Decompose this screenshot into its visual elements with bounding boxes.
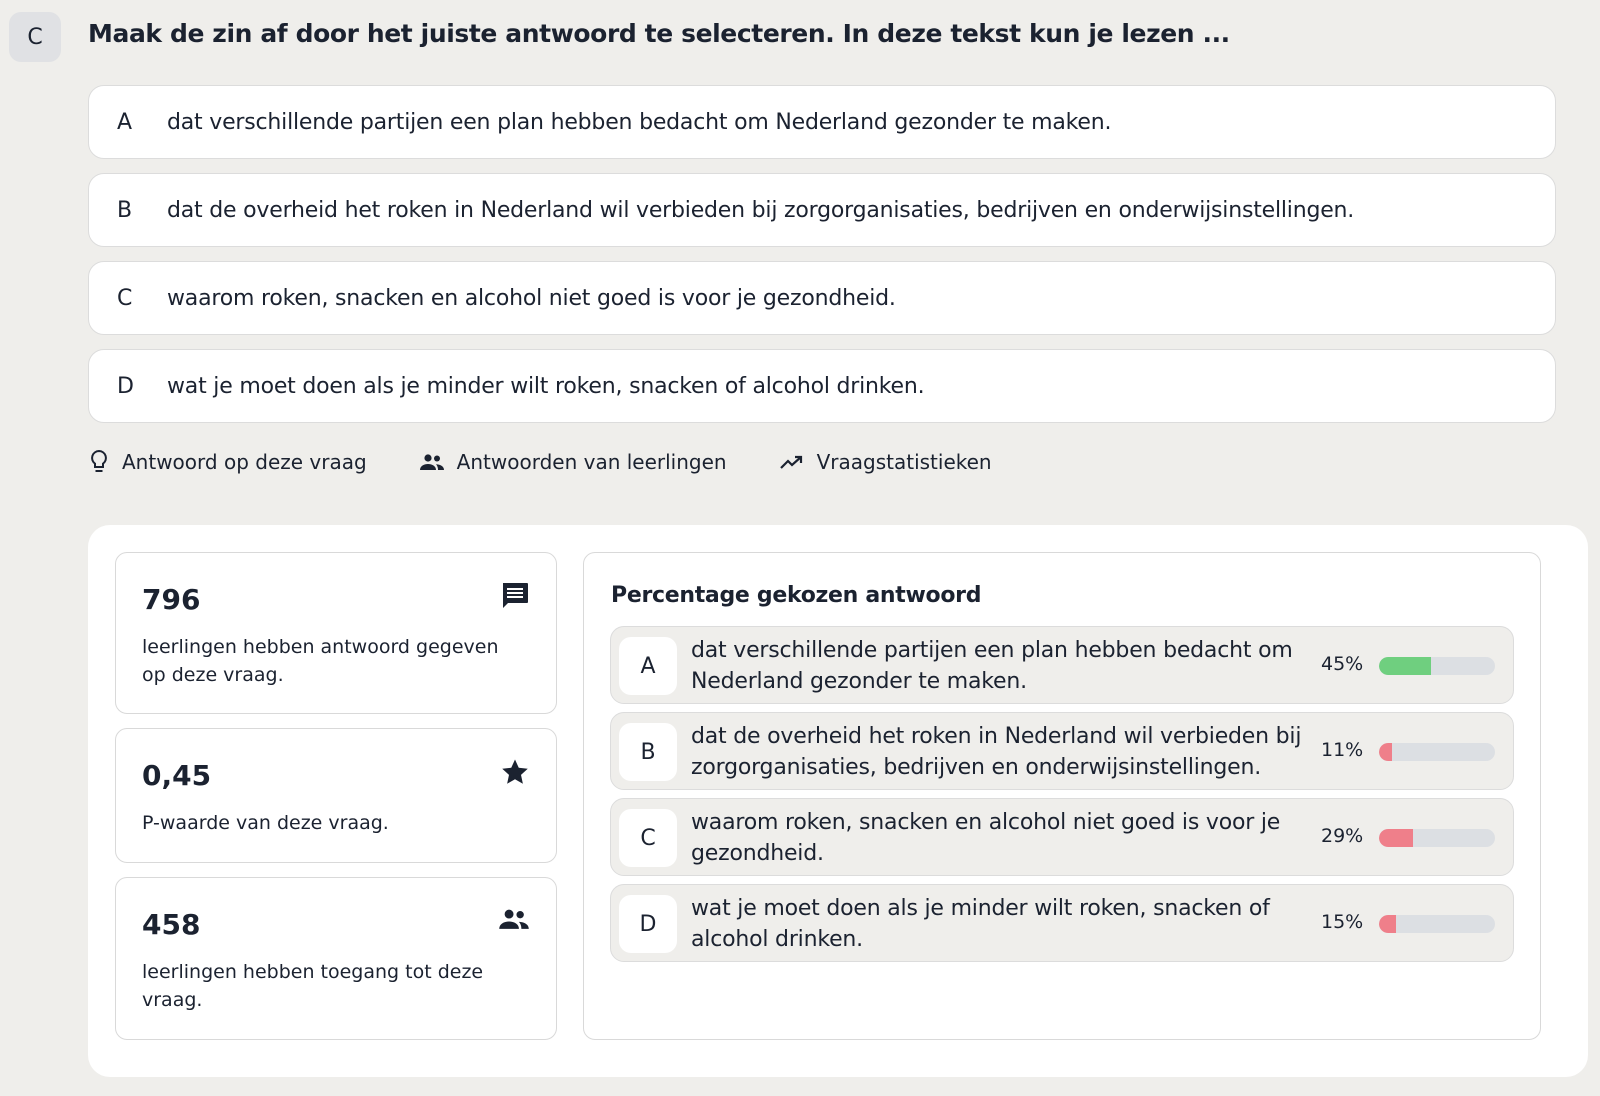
option-letter: D	[117, 373, 134, 399]
lightbulb-icon	[88, 449, 110, 475]
option-letter: B	[117, 197, 133, 223]
answer-option-a[interactable]	[88, 85, 1556, 159]
stat-value: 458	[142, 908, 201, 941]
option-letter: C	[117, 285, 133, 311]
stat-value: 796	[142, 583, 201, 616]
answer-text: dat de overheid het roken in Nederland wil verbieden bij zorgorganisaties, bedrijven en onderwijsinstellingen.	[691, 724, 1302, 780]
percentage-value: 29%	[1321, 825, 1364, 847]
percentage-value: 11%	[1321, 739, 1364, 761]
percentage-bar	[1379, 829, 1495, 847]
stat-label: leerlingen hebben toegang tot deze vraag.	[142, 961, 484, 1011]
question-title: Maak de zin af door het juiste antwoord te selecteren. In deze tekst kun je lezen ...	[88, 19, 1230, 48]
option-text: waarom roken, snacken en alcohol niet goed is voor je gezondheid.	[167, 285, 896, 311]
question-tabs	[88, 446, 1044, 478]
percentage-row-a	[610, 626, 1514, 704]
tab-label: Antwoord op deze vraag	[122, 450, 367, 474]
answer-text: wat je moet doen als je minder wilt roken, snacken of alcohol drinken.	[691, 896, 1270, 952]
percentage-row-c	[610, 798, 1514, 876]
question-letter-badge: C	[9, 12, 61, 62]
answer-letter-badge: C	[619, 809, 677, 867]
option-letter: A	[117, 109, 133, 135]
tab-question-statistics[interactable]	[779, 450, 992, 474]
tab-label: Vraagstatistieken	[816, 450, 992, 474]
percentage-title: Percentage gekozen antwoord	[611, 583, 982, 608]
stat-card-p-value	[115, 728, 557, 863]
tab-label: Antwoorden van leerlingen	[456, 450, 727, 474]
people-icon	[419, 452, 445, 472]
answer-option-b[interactable]	[88, 173, 1556, 247]
tab-student-answers[interactable]	[419, 450, 727, 474]
percentage-bar-fill	[1379, 743, 1392, 761]
answer-letter-badge: D	[619, 895, 677, 953]
star-icon	[500, 757, 530, 787]
option-text: dat verschillende partijen een plan hebben bedacht om Nederland gezonder te maken.	[167, 109, 1112, 135]
percentage-value: 15%	[1321, 911, 1364, 933]
answer-letter-badge: A	[619, 637, 677, 695]
option-text: wat je moet doen als je minder wilt roken, snacken of alcohol drinken.	[167, 373, 925, 399]
percentage-bar-fill	[1379, 829, 1413, 847]
tab-answer[interactable]	[88, 449, 367, 475]
percentage-bar	[1379, 743, 1495, 761]
answer-option-c[interactable]	[88, 261, 1556, 335]
stat-card-access	[115, 877, 557, 1040]
percentage-value: 45%	[1321, 653, 1364, 675]
answer-letter-badge: B	[619, 723, 677, 781]
trending-up-icon	[779, 453, 805, 471]
percentage-bar-fill	[1379, 657, 1431, 675]
stat-label: P-waarde van deze vraag.	[142, 812, 389, 834]
percentage-bar	[1379, 657, 1495, 675]
answer-option-d[interactable]	[88, 349, 1556, 423]
answer-text: dat verschillende partijen een plan hebben bedacht om Nederland gezonder te maken.	[691, 638, 1293, 694]
stat-label: leerlingen hebben antwoord gegeven op deze vraag.	[142, 636, 499, 686]
stat-card-answers	[115, 552, 557, 714]
percentage-row-d	[610, 884, 1514, 962]
percentage-bar	[1379, 915, 1495, 933]
people-icon	[498, 906, 530, 932]
option-text: dat de overheid het roken in Nederland wil verbieden bij zorgorganisaties, bedrijven en onderwijsinstellingen.	[167, 197, 1355, 223]
answer-text: waarom roken, snacken en alcohol niet goed is voor je gezondheid.	[691, 810, 1281, 866]
percentage-bar-fill	[1379, 915, 1396, 933]
comment-icon	[500, 581, 530, 611]
percentage-row-b	[610, 712, 1514, 790]
percentage-card	[583, 552, 1541, 1040]
stat-value: 0,45	[142, 759, 212, 792]
statistics-panel	[88, 525, 1588, 1077]
